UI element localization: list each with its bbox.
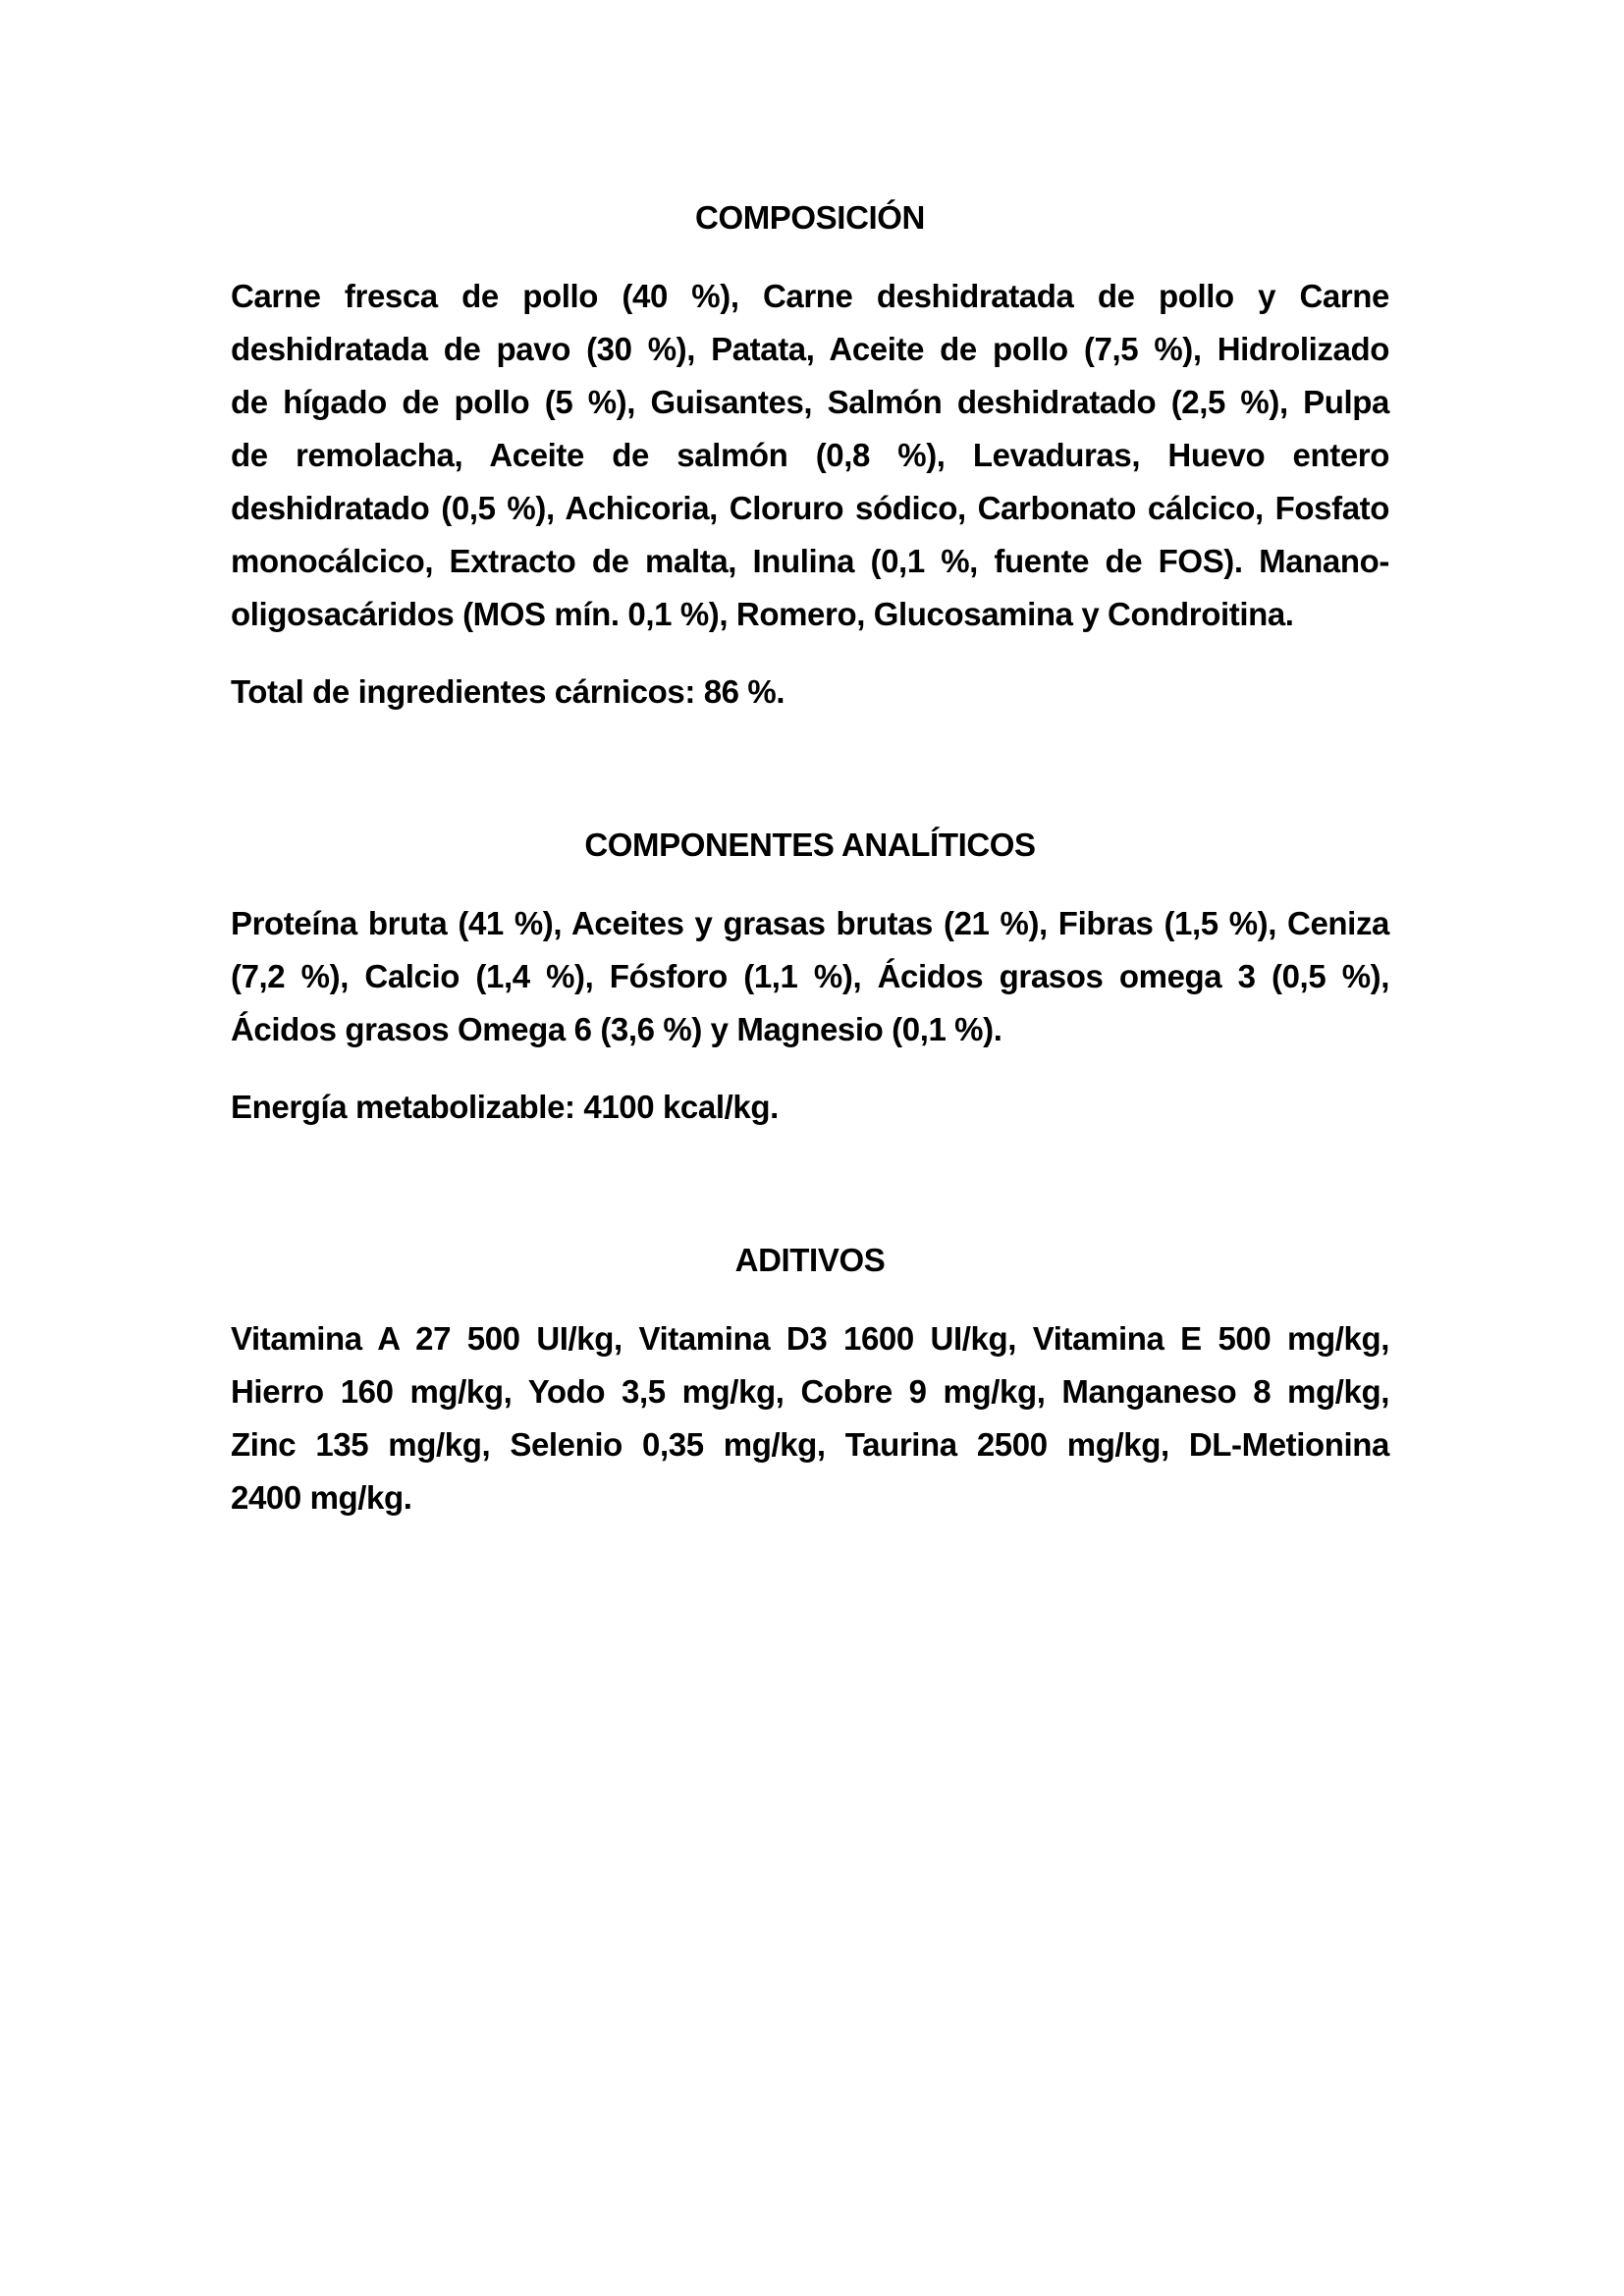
paragraph-line: deshidratada de pavo (30 %), Patata, Aceite de pollo (7,5 %), Hidrolizado (231, 331, 1389, 367)
paragraph-line: (7,2 %), Calcio (1,4 %), Fósforo (1,1 %), Ácidos grasos omega 3 (0,5 %), (231, 958, 1389, 994)
paragraph-line: Vitamina A 27 500 UI/kg, Vitamina D3 1600 UI/kg, Vitamina E 500 mg/kg, (231, 1320, 1389, 1357)
total-ingredientes-carnicos-note: Total de ingredientes cárnicos: 86 %. (231, 673, 785, 710)
paragraph-line: de remolacha, Aceite de salmón (0,8 %), Levaduras, Huevo entero (231, 437, 1389, 473)
section-composicion (231, 191, 1389, 719)
paragraph-line: monocálcico, Extracto de malta, Inulina (0,1 %, fuente de FOS). Manano- (231, 543, 1389, 579)
paragraph-line: Hierro 160 mg/kg, Yodo 3,5 mg/kg, Cobre 9 mg/kg, Manganeso 8 mg/kg, (231, 1373, 1389, 1410)
paragraph-line: oligosacáridos (MOS mín. 0,1 %), Romero, Glucosamina y Condroitina. (231, 596, 1294, 632)
energia-metabolizable-note: Energía metabolizable: 4100 kcal/kg. (231, 1089, 779, 1125)
paragraph-line: Carne fresca de pollo (40 %), Carne deshidratada de pollo y Carne (231, 278, 1389, 314)
paragraph-line: Ácidos grasos Omega 6 (3,6 %) y Magnesio (0,1 %). (231, 1011, 1002, 1047)
aditivos-paragraph (231, 1312, 1389, 1524)
section-aditivos (231, 1234, 1389, 1524)
componentes-analiticos-heading: COMPONENTES ANALÍTICOS (584, 827, 1036, 863)
composicion-ingredients-paragraph (231, 270, 1389, 641)
paragraph-line: Proteína bruta (41 %), Aceites y grasas brutas (21 %), Fibras (1,5 %), Ceniza (231, 905, 1389, 941)
composicion-heading: COMPOSICIÓN (695, 199, 925, 236)
section-componentes-analiticos (231, 819, 1389, 1134)
paragraph-line: 2400 mg/kg. (231, 1479, 412, 1516)
paragraph-line: deshidratado (0,5 %), Achicoria, Cloruro sódico, Carbonato cálcico, Fosfato (231, 490, 1389, 526)
paragraph-line: Zinc 135 mg/kg, Selenio 0,35 mg/kg, Taurina 2500 mg/kg, DL-Metionina (231, 1426, 1389, 1463)
aditivos-heading: ADITIVOS (734, 1242, 886, 1278)
componentes-analiticos-paragraph (231, 897, 1389, 1056)
paragraph-line: de hígado de pollo (5 %), Guisantes, Salmón deshidratado (2,5 %), Pulpa (231, 384, 1389, 420)
